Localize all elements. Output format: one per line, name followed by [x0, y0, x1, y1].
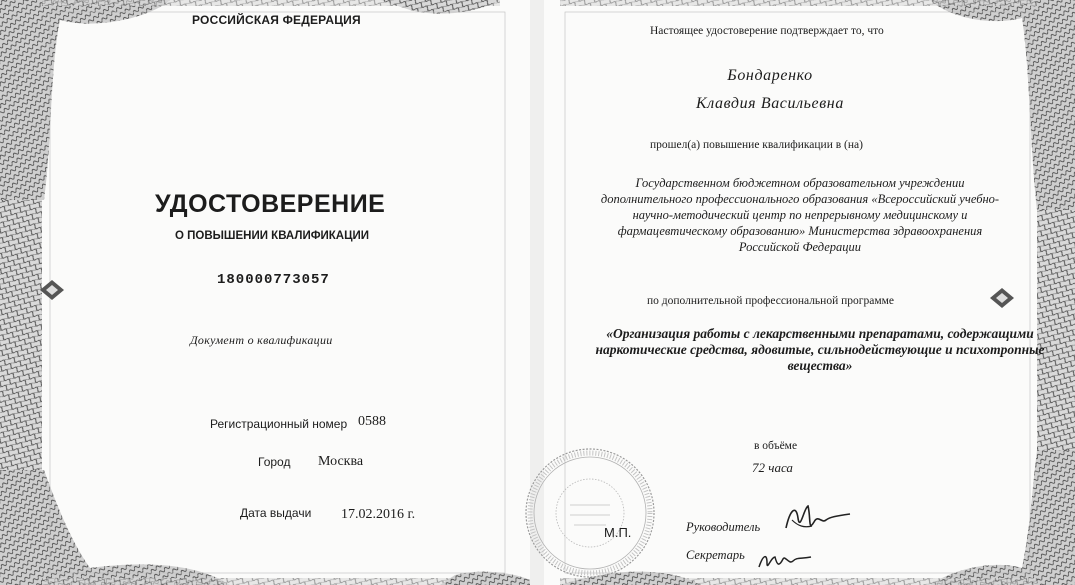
- program-label: по дополнительной профессиональной программе: [647, 295, 894, 307]
- document-subtitle: О ПОВЫШЕНИИ КВАЛИФИКАЦИИ: [175, 230, 370, 242]
- document-number: 180000773057: [217, 272, 330, 288]
- certificate-intro: Настоящее удостоверение подтверждает то, что: [650, 25, 884, 37]
- head-label: Руководитель: [686, 520, 761, 534]
- document-title: УДОСТОВЕРЕНИЕ: [155, 190, 386, 218]
- volume-label: в объёме: [754, 440, 798, 452]
- right-diamond-ornament: [990, 288, 1014, 308]
- secretary-signature: [755, 545, 815, 577]
- registration-number-label: Регистрационный номер: [210, 417, 348, 431]
- head-signature: [778, 498, 853, 540]
- document-type: Документ о квалификации: [190, 333, 333, 347]
- country-name: РОССИЙСКАЯ ФЕДЕРАЦИЯ: [192, 13, 361, 27]
- volume-value: 72 часа: [752, 460, 793, 475]
- registration-number-value: 0588: [358, 414, 386, 429]
- round-seal-stamp: [512, 445, 662, 580]
- left-diamond-ornament: [40, 280, 64, 300]
- completed-statement: прошел(а) повышение квалификации в (на): [650, 139, 863, 151]
- institution-name: Государственном бюджетном образовательном учреждении дополнительного профессионального образования «Всероссийский учебно-научно-методический центр по непрерывному медицинскому и фармацевтическому образованию» Министерства здравоохранения Российской Федерации: [600, 176, 1000, 254]
- city-label: Город: [258, 455, 291, 469]
- stamp-placeholder-label: М.П.: [604, 525, 632, 540]
- program-title: «Организация работы с лекарственными препаратами, содержащими наркотические средства, ядовитые, сильнодействующие и психотропные вещества»: [595, 326, 1045, 373]
- holder-given-names: Клавдия Васильевна: [696, 95, 844, 112]
- secretary-label: Секретарь: [686, 548, 745, 562]
- issue-date-value: 17.02.2016 г.: [341, 507, 416, 522]
- issue-date-label: Дата выдачи: [240, 506, 312, 520]
- city-value: Москва: [318, 454, 364, 469]
- holder-surname: Бондаренко: [727, 67, 813, 84]
